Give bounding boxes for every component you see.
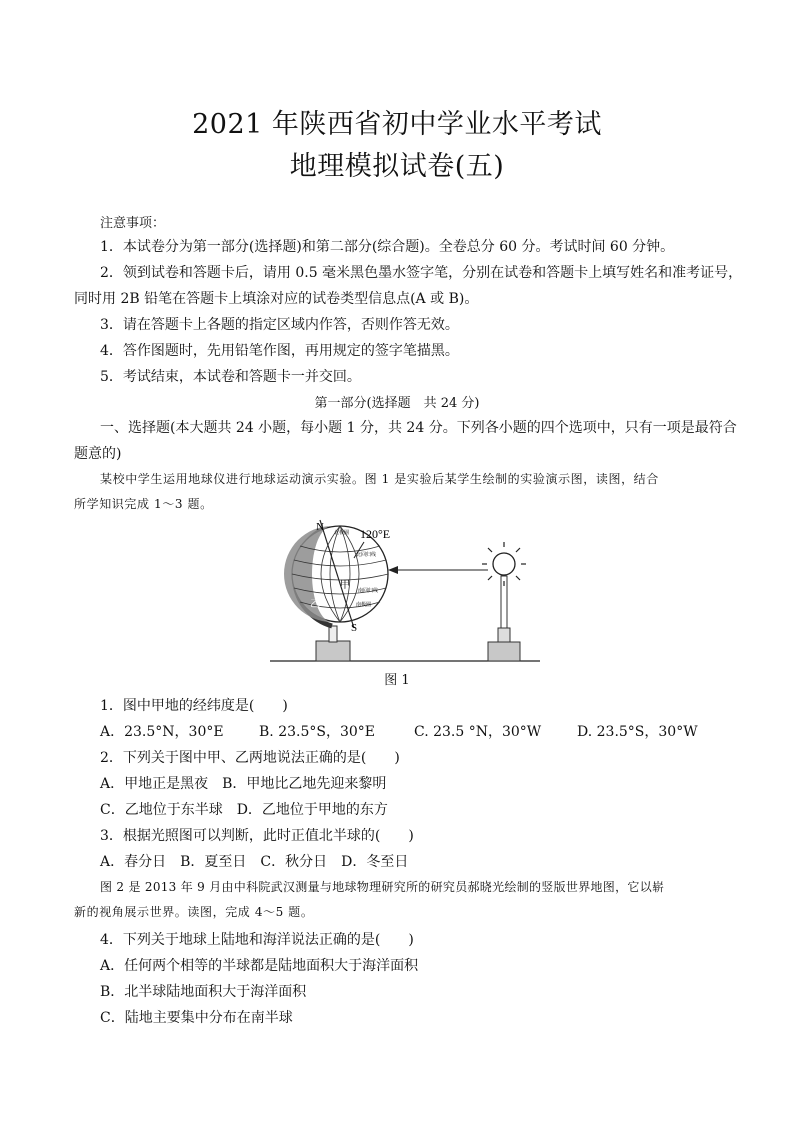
notice-item-3: 3．请在答题卡上各题的指定区域内作答，否则作答无效。	[100, 317, 459, 333]
section-heading-cont: 题意的)	[74, 446, 122, 462]
part1-heading: 第一部分(选择题 共 24 分)	[314, 396, 480, 411]
exam-title: 2021 年陕西省初中学业水平考试	[192, 109, 602, 140]
q3-options: A．春分日 B．夏至日 C．秋分日 D．冬至日	[100, 854, 409, 870]
figure-1-globe-diagram	[260, 518, 550, 668]
label-tropic-s: 南回归线	[358, 588, 379, 594]
q3-stem: 3．根据光照图可以判断，此时正值北半球的( )	[100, 828, 414, 844]
q1-option-a: A．23.5°N，30°E	[100, 724, 224, 740]
intro2-line1: 图 2 是 2013 年 9 月由中科院武汉测量与地球物理研究所的研究员郝晓光绘制的竖版世界地图，它以崭	[100, 880, 665, 894]
intro2-line2: 新的视角展示世界。读图，完成 4～5 题。	[74, 905, 314, 919]
notice-item-2-cont: 同时用 2B 铅笔在答题卡上填涂对应的试卷类型信息点(A 或 B)。	[74, 291, 479, 307]
figure-1-caption: 图 1	[384, 673, 410, 688]
exam-subtitle: 地理模拟试卷(五)	[289, 151, 505, 182]
q1-option-d: D. 23.5°S，30°W	[577, 724, 698, 740]
q4-option-a: A．任何两个相等的半球都是陆地面积大于海洋面积	[100, 958, 419, 974]
q1-option-c: C. 23.5 °N，30°W	[414, 724, 542, 740]
q2-stem: 2．下列关于图中甲、乙两地说法正确的是( )	[100, 750, 400, 766]
q1-stem: 1．图中甲地的经纬度是( )	[100, 698, 288, 714]
label-jia: 甲	[340, 580, 350, 591]
label-arctic: 北极圈	[334, 530, 350, 536]
label-120e: 120°E	[360, 527, 391, 541]
label-tropic-n: 北回归线	[356, 552, 377, 558]
intro1-line2: 所学知识完成 1～3 题。	[74, 497, 213, 511]
label-antarctic: 南极圈	[356, 602, 372, 608]
q4-option-c: C．陆地主要集中分布在南半球	[100, 1010, 293, 1026]
notice-item-2: 2．领到试卷和答题卡后，请用 0.5 毫米黑色墨水签字笔，分别在试卷和答题卡上填写姓名和准考证号，	[100, 265, 743, 281]
notice-heading: 注意事项：	[100, 216, 166, 231]
q4-option-b: B．北半球陆地面积大于海洋面积	[100, 984, 307, 1000]
notice-item-4: 4．答作图题时，先用铅笔作图，再用规定的签字笔描黑。	[100, 343, 459, 359]
q2-options-cd: C．乙地位于东半球 D．乙地位于甲地的东方	[100, 802, 388, 818]
q4-stem: 4．下列关于地球上陆地和海洋说法正确的是( )	[100, 932, 414, 948]
notice-item-1: 1．本试卷分为第一部分(选择题)和第二部分(综合题)。全卷总分 60 分。考试时间 60 分钟。	[100, 239, 675, 255]
label-yi: 乙	[310, 599, 320, 610]
section-heading: 一、选择题(本大题共 24 小题，每小题 1 分，共 24 分。下列各小题的四个选项中，只有一项是最符合	[100, 420, 737, 436]
notice-item-5: 5．考试结束，本试卷和答题卡一并交回。	[100, 369, 361, 385]
q2-options-ab: A．甲地正是黑夜 B．甲地比乙地先迎来黎明	[100, 776, 387, 792]
label-s: S	[351, 622, 358, 634]
label-n: N	[316, 521, 324, 533]
q1-option-b: B. 23.5°S，30°E	[259, 724, 375, 740]
intro1-line1: 某校中学生运用地球仪进行地球运动演示实验。图 1 是实验后某学生绘制的实验演示图，读图，结合	[100, 472, 659, 486]
